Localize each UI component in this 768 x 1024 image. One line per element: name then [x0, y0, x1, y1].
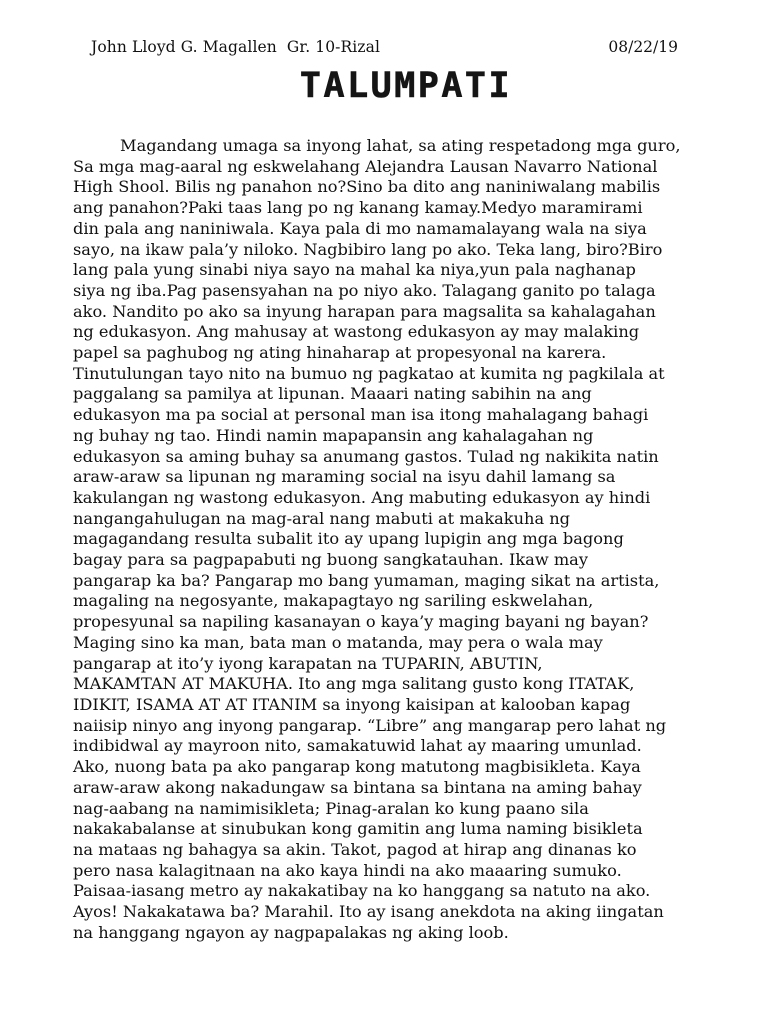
body-line: ako. Nandito po ako sa inyung harapan para magsalita sa kahalagahan [73, 301, 656, 321]
body-line: nakakabalanse at sinubukan kong gamitin ang luma naming bisikleta [73, 819, 643, 839]
body-line: araw-araw sa lipunan ng maraming social na isyu dahil lamang sa [73, 467, 616, 487]
body-line: Paisaa-iasang metro ay nakakatibay na ko hanggang sa natuto na ako. [73, 881, 651, 901]
body-line: ang panahon?Paki taas lang po ng kanang kamay.Medyo maramirami [73, 198, 643, 218]
body-line: edukasyon sa aming buhay sa anumang gastos. Tulad ng nakikita natin [73, 446, 659, 466]
body-line: pangarap at ito’y iyong karapatan na TUPARIN, ABUTIN, [73, 653, 543, 673]
body-line: indibidwal ay mayroon nito, samakatuwid lahat ay maaring umunlad. [73, 736, 642, 756]
body-line: MAKAMTAN AT MAKUHA. Ito ang mga salitang gusto kong ITATAK, [73, 674, 635, 694]
body-line: naiisip ninyo ang inyong pangarap. “Libre” ang mangarap pero lahat ng [73, 715, 667, 735]
body-line: magaling na negosyante, makapagtayo ng sariling eskwelahan, [73, 591, 594, 611]
body-line: ng edukasyon. Ang mahusay at wastong edukasyon ay may malaking [73, 322, 640, 342]
author-name-grade: John Lloyd G. Magallen Gr. 10-Rizal [91, 38, 381, 56]
document-date: 08/22/19 [608, 38, 678, 56]
body-line: Sa mga mag-aaral ng eskwelahang Alejandra Lausan Navarro National [73, 156, 658, 176]
body-line: pero nasa kalagitnaan na ako kaya hindi na ako maaaring sumuko. [73, 860, 622, 880]
body-line: lang pala yung sinabi niya sayo na mahal ka niya,yun pala naghanap [73, 260, 636, 280]
body-line: nag-aabang na namimisikleta; Pinag-aralan ko kung paano sila [73, 798, 589, 818]
body-line: siya ng iba.Pag pasensyahan na po niyo ako. Talagang ganito po talaga [73, 280, 656, 300]
body-line: paggalang sa pamilya at lipunan. Maaari nating sabihin na ang [73, 384, 592, 404]
body-line: sayo, na ikaw pala’y niloko. Nagbibiro lang po ako. Teka lang, biro?Biro [73, 239, 663, 259]
body-line: na hanggang ngayon ay nagpapalakas ng aking loob. [73, 922, 509, 942]
body-line: Ako, nuong bata pa ako pangarap kong matutong magbisikleta. Kaya [73, 757, 641, 777]
body-line: na mataas ng bahagya sa akin. Takot, pagod at hirap ang dinanas ko [73, 839, 637, 859]
body-line: Maging sino ka man, bata man o matanda, may pera o wala may [73, 632, 603, 652]
body-line: araw-araw akong nakadungaw sa bintana sa bintana na aming bahay [73, 777, 642, 797]
document-title: TALUMPATI [299, 66, 513, 106]
body-line: papel sa paghubog ng ating hinaharap at propesyonal na karera. [73, 343, 607, 363]
body-line: Tinutulungan tayo nito na bumuo ng pagkatao at kumita ng pagkilala at [73, 363, 665, 383]
body-line: din pala ang naniniwala. Kaya pala di mo namamalayang wala na siya [73, 218, 647, 238]
body-line: High Shool. Bilis ng panahon no?Sino ba dito ang naniniwalang mabilis [73, 177, 661, 197]
body-line: Ayos! Nakakatawa ba? Marahil. Ito ay isang anekdota na aking iingatan [73, 902, 664, 922]
body-line: bagay para sa pagpapabuti ng buong sangkatauhan. Ikaw may [73, 550, 588, 570]
body-line: ng buhay ng tao. Hindi namin mapapansin ang kahalagahan ng [73, 425, 594, 445]
body-line: Magandang umaga sa inyong lahat, sa ating respetadong mga guro, [120, 136, 681, 155]
body-line: nangangahulugan na mag-aral nang mabuti at makakuha ng [73, 508, 571, 528]
body-line: IDIKIT, ISAMA AT AT ITANIM sa inyong kaisipan at kalooban kapag [73, 694, 631, 714]
body-line: propesyunal sa napiling kasanayan o kaya’y maging bayani ng bayan? [73, 612, 649, 632]
body-line: kakulangan ng wastong edukasyon. Ang mabuting edukasyon ay hindi [73, 487, 651, 507]
speech-body [73, 136, 707, 943]
body-line: pangarap ka ba? Pangarap mo bang yumaman, maging sikat na artista, [73, 570, 660, 590]
body-line: magagandang resulta subalit ito ay upang lupigin ang mga bagong [73, 529, 624, 549]
body-line: edukasyon ma pa social at personal man isa itong mahalagang bahagi [73, 405, 649, 425]
